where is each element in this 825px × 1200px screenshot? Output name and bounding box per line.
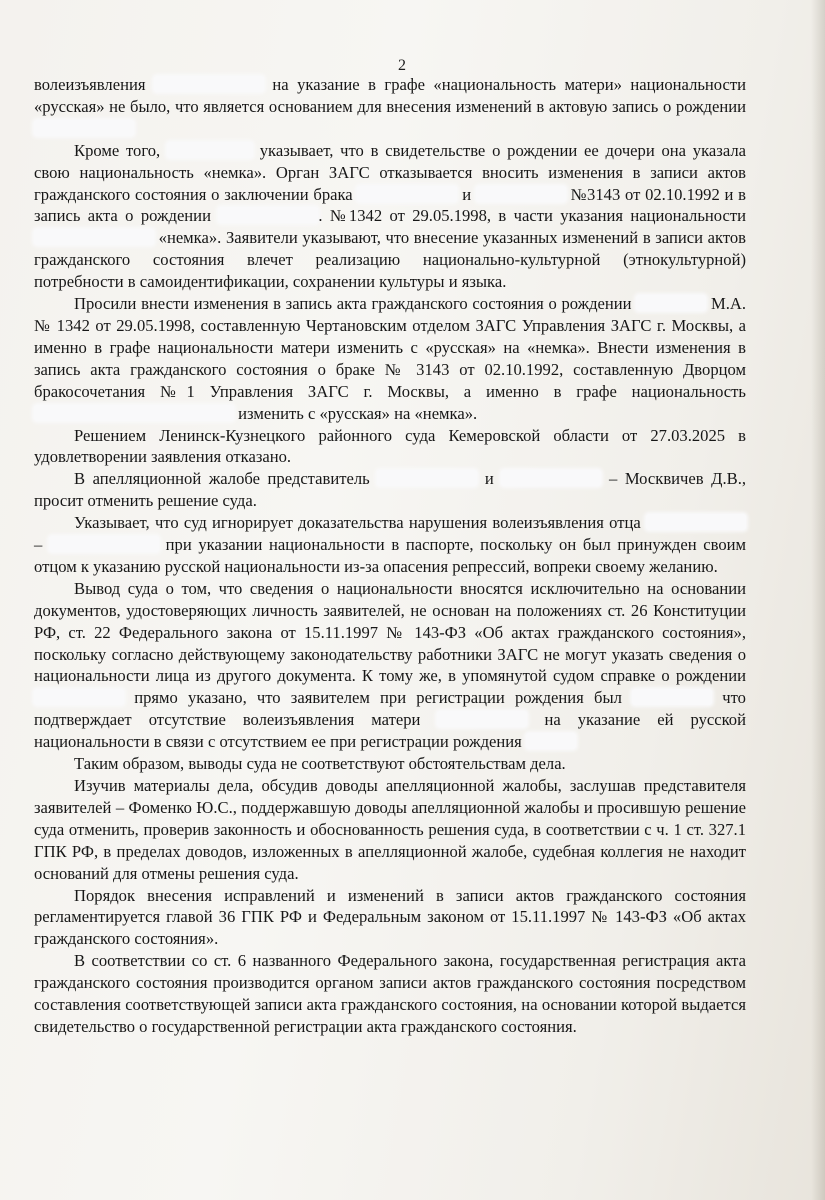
- page-number: 2: [398, 57, 406, 74]
- text-segment: В апелляционной жалобе представитель: [74, 469, 370, 489]
- text-segment: и: [462, 184, 472, 204]
- text-segment: волеизъявления: [34, 75, 146, 94]
- text-segment: на указание ей русской национальности в связи с отсутствием ее при регистрации рождения: [34, 710, 746, 752]
- text-segment: на указание в графе «национальность матери» национальности «русская» не было, что является основанием для внесения изменений в актовую запись о рождении: [34, 75, 747, 116]
- text-segment: Вывод суда о том, что сведения о национальности вносятся исключительно на основании документов, удостоверяющих личность заявителей, не основан на положениях ст. 26 Конституции РФ, ст. 22 Федерального закона от 15.11.1997 № 143-ФЗ «Об актах гражданского состояния», поскольку согласно действующему законодательству работники ЗАГС не могут указать сведения о национальности лица из другого документа. К тому же, в упомянутой судом справке о рождении: [34, 578, 746, 686]
- redacted-name: [34, 405, 234, 421]
- redacted-name: [632, 689, 712, 705]
- redacted-name: [167, 142, 253, 158]
- text-segment: №3143 от 02.10.1992 и в запись акта о рождении: [34, 184, 746, 226]
- paragraph: [34, 753, 746, 775]
- redacted-name: [646, 514, 746, 530]
- text-segment: – Москвичев Д.В., просит отменить решение суда.: [34, 469, 746, 511]
- redacted-name: [49, 536, 159, 552]
- paragraph: [34, 578, 746, 753]
- redacted-name: [636, 295, 706, 311]
- text-segment: Порядок внесения исправлений и изменений в записи актов гражданского состояния регламентируется главой 36 ГПК РФ и Федеральным законом от 15.11.1997 № 143-ФЗ «Об актах гражданского состояния».: [34, 885, 746, 949]
- redacted-name: [437, 711, 527, 727]
- redacted-name: [154, 76, 264, 92]
- paragraph: [34, 775, 746, 885]
- paragraph: [34, 468, 746, 512]
- text-segment: М.А. № 1342 от 29.05.1998, составленную Чертановским отделом ЗАГС Управления ЗАГС г. Москвы, а именно в графе национальности матери изменить с «русская» на «немка». Внести изменения в запись акта гражданского состояния о браке № 3143 от 02.10.1992, составленную Дворцом бракосочетания №1 Управления ЗАГС г. Москвы, а именно в графе национальность: [34, 294, 746, 401]
- text-segment: Решением Ленинск-Кузнецкого районного суда Кемеровской области от 27.03.2025 в удовлетворении заявления отказано.: [34, 425, 746, 467]
- redacted-name: [34, 120, 134, 136]
- text-segment: «немка». Заявители указывают, что внесение указанных изменений в записи актов гражданского состояния влечет реализацию национально-культурной (этнокультурной) потребности в самоидентификации, сохранении культуры и языка.: [34, 228, 746, 292]
- text-segment: . №1342 от 29.05.1998, в части указания национальности: [318, 206, 746, 226]
- paragraph: [34, 512, 746, 578]
- paragraph: [34, 425, 746, 469]
- text-segment: Кроме того,: [74, 140, 161, 160]
- redacted-name: [34, 689, 124, 705]
- redacted-name: [377, 470, 477, 486]
- redacted-name: [218, 207, 318, 223]
- text-segment: что подтверждает отсутствие волеизъявления матери: [34, 688, 746, 730]
- text-segment: указывает, что в свидетельстве о рождении ее дочери она указала свою национальность «немка». Орган ЗАГС отказывается вносить изменения в записи актов гражданского состояния о заключении брака: [34, 140, 746, 204]
- text-segment: изменить с «русская» на «немка».: [238, 403, 478, 423]
- text-segment: Таким образом, выводы суда не соответствуют обстоятельствам дела.: [74, 754, 566, 774]
- text-segment: В соответствии со ст. 6 названного Федерального закона, государственная регистрация акта гражданского состояния производится органом записи актов гражданского состояния посредством составления соответствующей записи акта гражданского состояния, на основании которой выдается свидетельство о государственной регистрации акта гражданского состояния.: [34, 951, 746, 1036]
- paragraph: [34, 293, 746, 424]
- text-segment: –: [34, 535, 43, 555]
- text-segment: Просили внести изменения в запись акта гражданского состояния о рождении: [74, 294, 632, 314]
- text-segment: Указывает, что суд игнорирует доказательства нарушения волеизъявления отца: [74, 513, 641, 533]
- text-segment: при указании национальности в паспорте, поскольку он был принужден своим отцом к указанию русской национальности из-за опасения репрессий, вопреки своему желанию.: [34, 535, 746, 576]
- paragraph: [34, 74, 746, 140]
- document-body: [34, 74, 746, 1038]
- paper-edge-shadow: [811, 0, 825, 1200]
- paragraph: [34, 950, 746, 1038]
- paragraph: [34, 885, 746, 951]
- text-segment: Изучив материалы дела, обсудив доводы апелляционной жалобы, заслушав представителя заявителей – Фоменко Ю.С., поддержавшую доводы апелляционной жалобы и просившую решение суда отменить, проверив законность и обоснованность решения суда, в соответствии с ч. 1 ст. 327.1 ГПК РФ, в пределах доводов, изложенных в апелляционной жалобе, судебная коллегия не находит оснований для отмены решения суда.: [34, 776, 746, 883]
- redacted-name: [357, 186, 457, 202]
- redacted-name: [526, 733, 576, 749]
- redacted-name: [501, 470, 601, 486]
- redacted-name: [476, 186, 566, 202]
- text-segment: и: [484, 469, 494, 489]
- redacted-name: [34, 229, 154, 245]
- paragraph: [34, 140, 746, 293]
- text-segment: прямо указано, что заявителем при регистрации рождения был: [134, 688, 622, 708]
